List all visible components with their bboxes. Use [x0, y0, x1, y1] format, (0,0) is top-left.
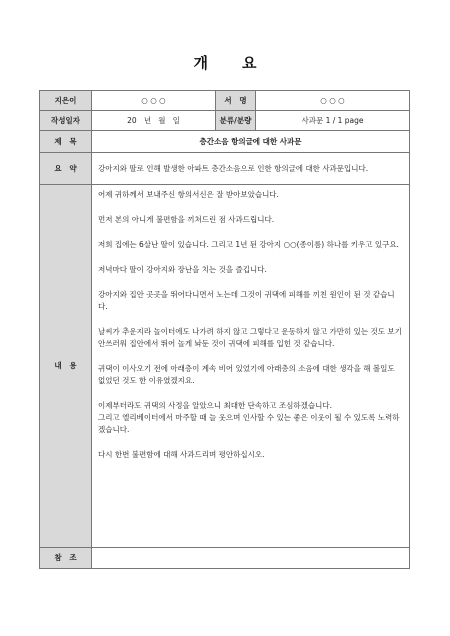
subject-label: 제 목 — [40, 131, 92, 153]
summary-label: 요 약 — [40, 153, 92, 185]
row-author — [40, 91, 410, 111]
content-label: 내 용 — [40, 185, 92, 548]
title-char-1: 개 — [193, 54, 208, 72]
row-date — [40, 111, 410, 131]
reference-value — [92, 548, 410, 569]
content-paragraph: 날씨가 추운지라 놀이터에도 나가려 하지 않고 그렇다고 운동하지 않고 가만히 있는 것도 보기 안쓰러워 집안에서 뛰어 놀게 놔둔 것이 귀댁에 피해를 입힌 것 같습니다. — [98, 327, 402, 348]
overview-table — [39, 90, 410, 569]
category-value: 사과문 1 / 1 page — [256, 111, 410, 131]
row-reference — [40, 548, 410, 569]
category-label: 분류/분량 — [216, 111, 256, 131]
content-paragraph: 어제 귀하께서 보내주신 항의서신은 잘 받아보았습니다. — [98, 190, 279, 199]
title-char-2: 요 — [242, 54, 257, 72]
content-paragraph: 먼저 본의 아니게 불편함을 끼쳐드린 점 사과드립니다. — [98, 215, 275, 224]
content-paragraph: 저녁마다 딸이 강아지와 장난을 치는 것을 즐깁니다. — [98, 265, 267, 274]
content-paragraph: 저희 집에는 6살난 딸이 있습니다. 그리고 1년 된 강아지 ○○(종이름) 하나를 키우고 있구요. — [98, 240, 399, 249]
date-value: 20 년 월 일 — [92, 111, 216, 131]
content-paragraph: 귀댁이 이사오기 전에 아래층이 계속 비어 있었기에 아래층의 소음에 대한 생각을 해 볼일도 없었던 것도 한 이유였겠지요. — [98, 364, 395, 385]
content-body — [92, 185, 410, 548]
sign-value: ○ ○ ○ — [256, 91, 410, 111]
row-subject — [40, 131, 410, 153]
document-title — [0, 52, 450, 73]
content-paragraph: 그리고 엘리베이터에서 마주할 때 늘 웃으며 인사할 수 있는 좋은 이웃이 될 수 있도록 노력하겠습니다. — [98, 413, 400, 434]
reference-label: 참 조 — [40, 548, 92, 569]
subject-value: 층간소음 항의글에 대한 사과문 — [92, 131, 410, 153]
sign-label: 서 명 — [216, 91, 256, 111]
summary-value: 강아지와 딸로 인해 발생한 아파트 층간소음으로 인한 항의글에 대한 사과문입니다. — [92, 153, 410, 185]
content-paragraph: 다시 한번 불편함에 대해 사과드리며 평안하십시오. — [98, 450, 265, 459]
content-paragraph: 강아지와 집안 곳곳을 뛰어다니면서 노는데 그것이 귀댁에 피해를 끼친 원인이 된 것 같습니다. — [98, 290, 395, 311]
date-label: 작성일자 — [40, 111, 92, 131]
row-summary — [40, 153, 410, 185]
content-paragraph: 이제부터라도 귀댁의 사정을 알았으니 최대한 단속하고 조심하겠습니다. — [98, 401, 333, 410]
row-content — [40, 185, 410, 548]
author-value: ○ ○ ○ — [92, 91, 216, 111]
author-label: 지은이 — [40, 91, 92, 111]
